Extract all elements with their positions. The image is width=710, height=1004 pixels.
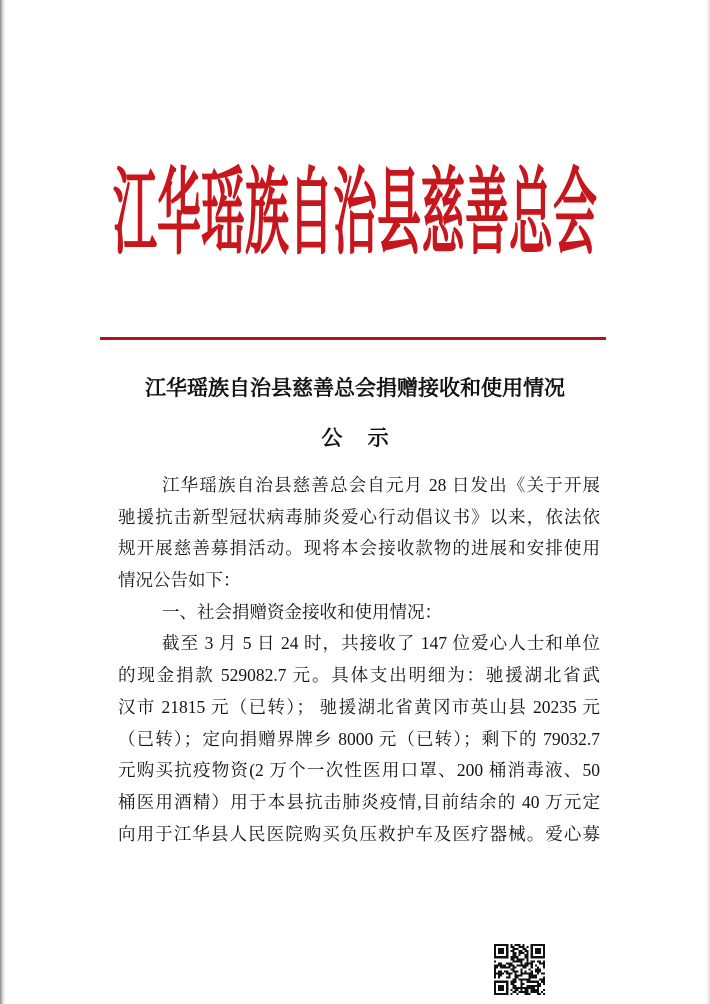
text-line: 汉市 21815 元（已转）； 驰援湖北省黄冈市英山县 20235 元 xyxy=(118,696,600,717)
text-line: 桶医用酒精）用于本县抗击肺炎疫情,目前结余的 40 万元定 xyxy=(118,791,600,812)
text-line: 元购买抗疫物资(2 万个一次性医用口罩、200 桶消毒液、50 xyxy=(118,760,600,781)
text-line: 驰援抗击新型冠状病毒肺炎爱心行动倡议书》以来，依法依 xyxy=(118,506,600,527)
letterhead-org-name: 江华瑶族自治县慈善总会 xyxy=(113,159,597,269)
text-line: 截至 3 月 5 日 24 时，共接收了 147 位爱心人士和单位 xyxy=(162,633,600,654)
section-heading-cash-donations xyxy=(118,597,600,629)
text-line: 江华瑶族自治县慈善总会自元月 28 日发出《关于开展 xyxy=(162,475,600,495)
scan-edge-right xyxy=(706,0,710,1004)
notice-title: 江华瑶族自治县慈善总会捐赠接收和使用情况 xyxy=(145,376,565,400)
text-line: （已转）；定向捐赠界牌乡 8000 元（已转）；剩下的 79032.7 xyxy=(118,728,600,749)
letterhead-red-rule xyxy=(100,337,606,340)
text-line: 的现金捐款 529082.7 元。具体支出明细为：驰援湖北省武 xyxy=(118,665,600,686)
qr-code-icon xyxy=(494,944,545,995)
text-line: 向用于江华县人民医院购买负压救护车及医疗器械。爱心募 xyxy=(118,823,600,844)
text-line: 规开展慈善募捐活动。现将本会接收款物的进展和安排使用 xyxy=(118,538,600,559)
notice-body xyxy=(118,470,600,850)
paragraph-intro xyxy=(118,470,600,597)
scan-edge-left xyxy=(0,0,6,1004)
text-line: 情况公告如下： xyxy=(118,570,241,591)
paragraph-cash-donations xyxy=(118,628,600,850)
text-line: 一、社会捐赠资金接收和使用情况： xyxy=(162,601,442,622)
notice-subtitle: 公 示 xyxy=(321,426,399,450)
